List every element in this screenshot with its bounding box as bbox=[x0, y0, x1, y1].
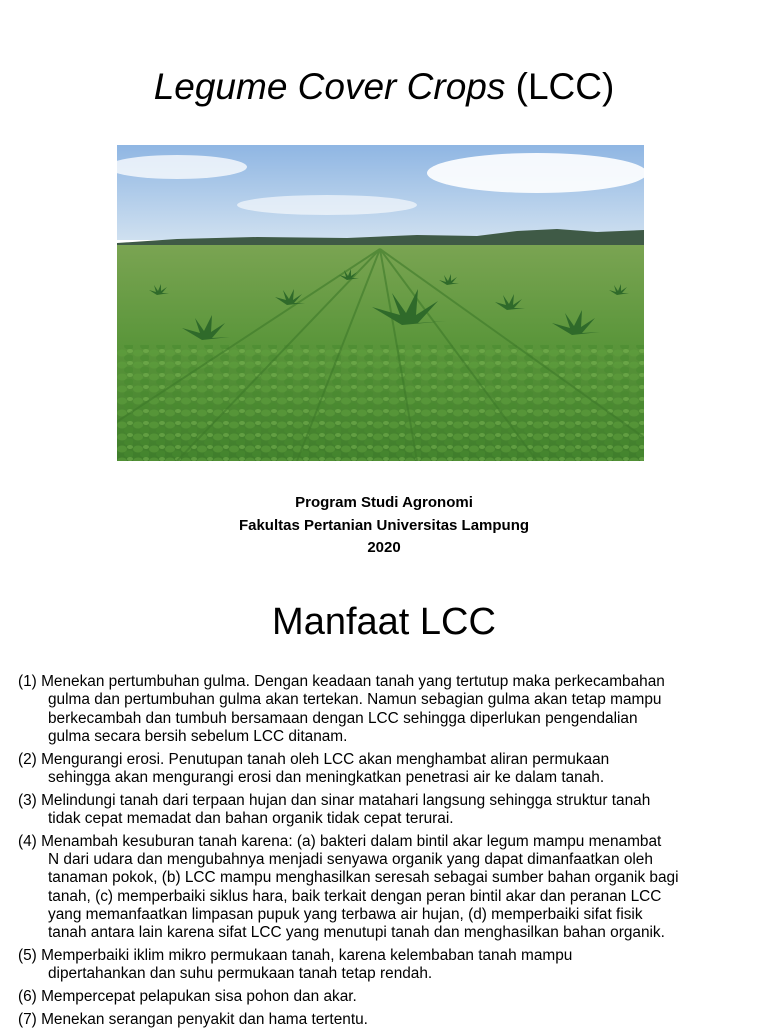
item-line: (3) Melindungi tanah dari terpaan hujan dan sinar matahari langsung sehingga struktur tanah bbox=[18, 791, 651, 809]
item-line: N dari udara dan mengubahnya menjadi senyawa organik yang dapat dimanfaatkan oleh bbox=[48, 851, 653, 869]
item-line: tanah antara lain karena sifat LCC yang menutupi tanah dan menghasilkan bahan organik. bbox=[48, 924, 665, 942]
benefits-list bbox=[18, 673, 766, 1034]
item-line: dipertahankan dan suhu permukaan tanah tetap rendah. bbox=[48, 965, 433, 983]
program-name: Program Studi Agronomi bbox=[295, 494, 473, 511]
section-title: Manfaat LCC bbox=[272, 601, 496, 643]
item-line: tanah, (c) memperbaiki siklus hara, baik terkait dengan peran bintil akar dan peranan LCC bbox=[48, 887, 662, 905]
item-line: gulma secara bersih sebelum LCC ditanam. bbox=[48, 727, 348, 745]
list-item bbox=[18, 833, 766, 943]
item-line: tidak cepat memadat dan bahan organik tidak cepat terurai. bbox=[48, 810, 454, 828]
faculty-name: Fakultas Pertanian Universitas Lampung bbox=[238, 516, 530, 534]
item-line: (6) Mempercepat pelapukan sisa pohon dan akar. bbox=[18, 988, 357, 1006]
item-line: (1) Menekan pertumbuhan gulma. Dengan keadaan tanah yang tertutup maka perkecambahan bbox=[18, 673, 665, 690]
list-item bbox=[18, 988, 766, 1006]
list-item bbox=[18, 947, 766, 984]
plantation-photo bbox=[117, 145, 644, 461]
item-line: (4) Menambah kesuburan tanah karena: (a) bakteri dalam bintil akar legum mampu menambat bbox=[18, 832, 662, 850]
item-line: (2) Mengurangi erosi. Penutupan tanah oleh LCC akan menghambat aliran permukaan bbox=[18, 750, 610, 768]
list-item bbox=[18, 673, 766, 746]
list-item bbox=[18, 792, 766, 829]
cloud bbox=[427, 153, 644, 193]
item-line: tanaman pokok, (b) LCC mampu menghasilkan seresah sebagai sumber bahan organik bagi bbox=[48, 869, 679, 887]
plantation-illustration bbox=[117, 145, 644, 461]
item-line: (7) Menekan serangan penyakit dan hama tertentu. bbox=[18, 1011, 368, 1029]
list-item bbox=[18, 751, 766, 788]
item-line: (5) Memperbaiki iklim mikro permukaan tanah, karena kelembaban tanah mampu bbox=[18, 947, 573, 965]
title-suffix: (LCC) bbox=[505, 66, 615, 107]
title-italic-part: Legume Cover Crops bbox=[153, 66, 506, 107]
list-item bbox=[18, 1011, 766, 1029]
slide-title bbox=[0, 62, 768, 112]
item-line: sehingga akan mengurangi erosi dan meningkatkan penetrasi air ke dalam tanah. bbox=[48, 768, 605, 786]
item-line: gulma dan pertumbuhan gulma akan tertekan. Namun sebagian gulma akan tetap mampu bbox=[48, 691, 662, 709]
item-line: berkecambah dan tumbuh bersamaan dengan LCC sehingga diperlukan pengendalian bbox=[48, 709, 638, 727]
item-line: yang memanfaatkan limpasan pupuk yang terbawa air hujan, (d) memperbaiki sifat fisik bbox=[48, 906, 643, 924]
cloud bbox=[237, 195, 417, 215]
field-texture bbox=[117, 345, 644, 461]
institution-credits bbox=[0, 492, 768, 560]
year: 2020 bbox=[367, 539, 401, 556]
